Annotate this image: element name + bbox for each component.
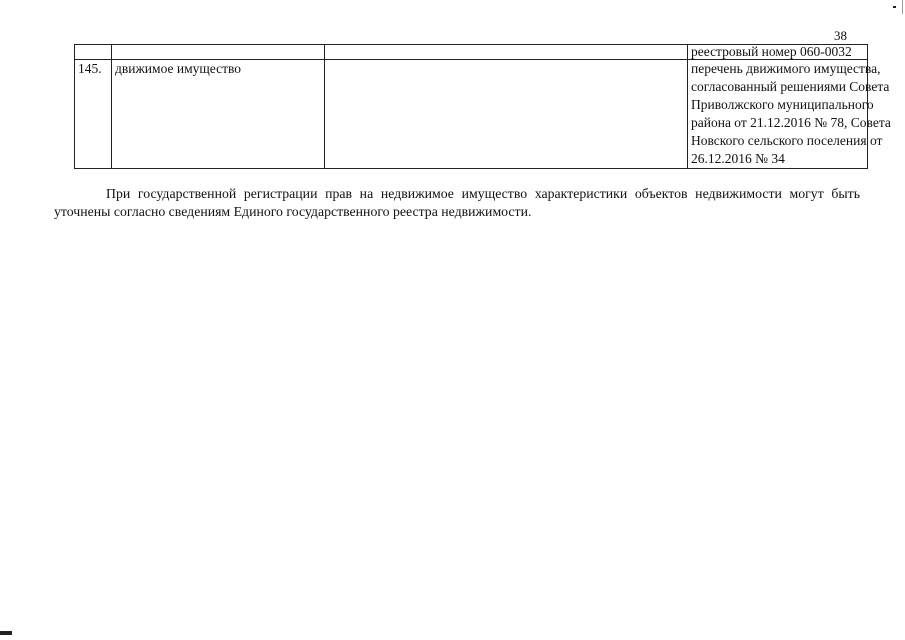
page-number: 38 [834, 28, 847, 43]
table-row [75, 45, 868, 60]
characteristics-cell [325, 45, 688, 60]
object-name-cell [112, 45, 325, 60]
characteristics-cell [325, 60, 688, 169]
basis-line: района от 21.12.2016 № 78, Совета [691, 115, 891, 130]
basis-line: Новского сельского поселения от [691, 133, 883, 148]
registration-footnote: При государственной регистрации прав на недвижимое имущество характеристики объектов недвижимости могут быть уточнены согласно сведениям Единого государственного реестра недвижимости. [54, 186, 860, 219]
property-table [74, 44, 891, 169]
basis-line: согласованный решениями Совета [691, 79, 890, 94]
basis-line: перечень движимого имущества, [691, 61, 881, 76]
row-number-cell: 145. [75, 60, 112, 169]
scan-artifact [0, 631, 12, 635]
basis-cell: реестровый номер 060-0032 [688, 45, 868, 60]
object-name-cell: движимое имущество [112, 60, 325, 169]
scan-artifact [893, 6, 896, 8]
table-row [75, 60, 868, 169]
basis-line: Приволжского муниципального [691, 97, 874, 112]
basis-line: 26.12.2016 № 34 [691, 151, 785, 166]
basis-cell [688, 60, 891, 169]
row-number-cell [75, 45, 112, 60]
scan-artifact [902, 0, 903, 14]
